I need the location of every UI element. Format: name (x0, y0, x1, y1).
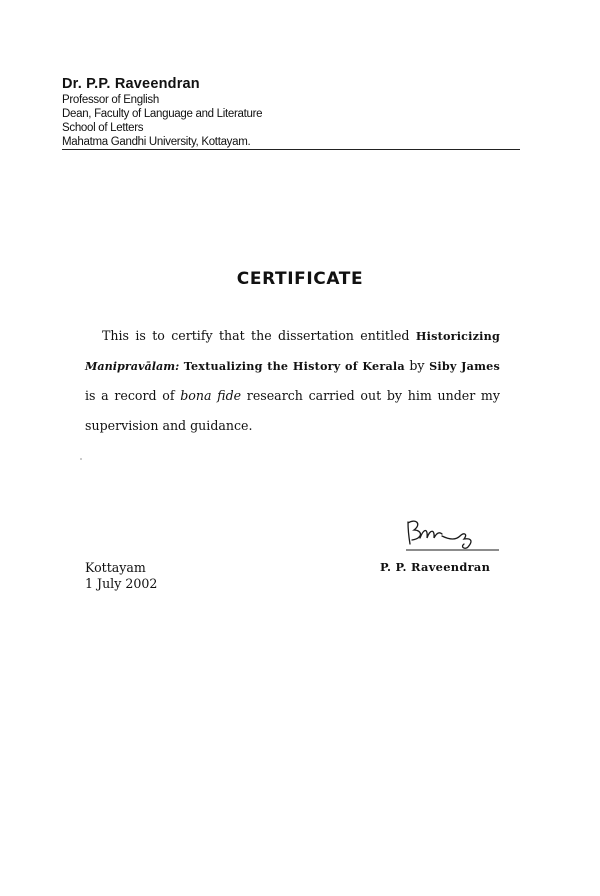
letterhead-divider (62, 149, 520, 150)
letterhead (62, 76, 522, 149)
place: Kottayam (85, 560, 146, 575)
dissertation-title-part2: Textualizing the History of Kerala (183, 359, 405, 373)
letterhead-school: School of Letters (62, 122, 144, 134)
letterhead-designation: Professor of English (62, 94, 159, 106)
dissertation-title-italic: Manipravālam: (85, 359, 180, 373)
certificate-body (85, 321, 500, 441)
bona-fide-text: bona fide (180, 388, 242, 403)
signature-image (402, 514, 502, 554)
author-name: Siby James (429, 359, 500, 373)
place-date-block (85, 560, 157, 592)
letterhead-dean-title: Dean, Faculty of Language and Literature (62, 108, 263, 120)
record-text: is a record of (85, 388, 175, 403)
date: 1 July 2002 (85, 576, 158, 591)
dissertation-title-part1: Historicizing (415, 329, 500, 343)
by-text: by (409, 358, 425, 373)
scan-speck (80, 458, 82, 460)
intro-text: This is to certify that the dissertation entitled (102, 328, 410, 343)
certificate-title: CERTIFICATE (236, 269, 364, 289)
letterhead-name: Dr. P.P. Raveendran (62, 76, 200, 92)
certificate-paragraph (85, 321, 500, 441)
letterhead-university: Mahatma Gandhi University, Kottayam. (62, 136, 251, 148)
signatory-name: P. P. Raveendran (380, 560, 491, 574)
research-text: research carried out by him under my supervision and guidance. (85, 388, 500, 433)
